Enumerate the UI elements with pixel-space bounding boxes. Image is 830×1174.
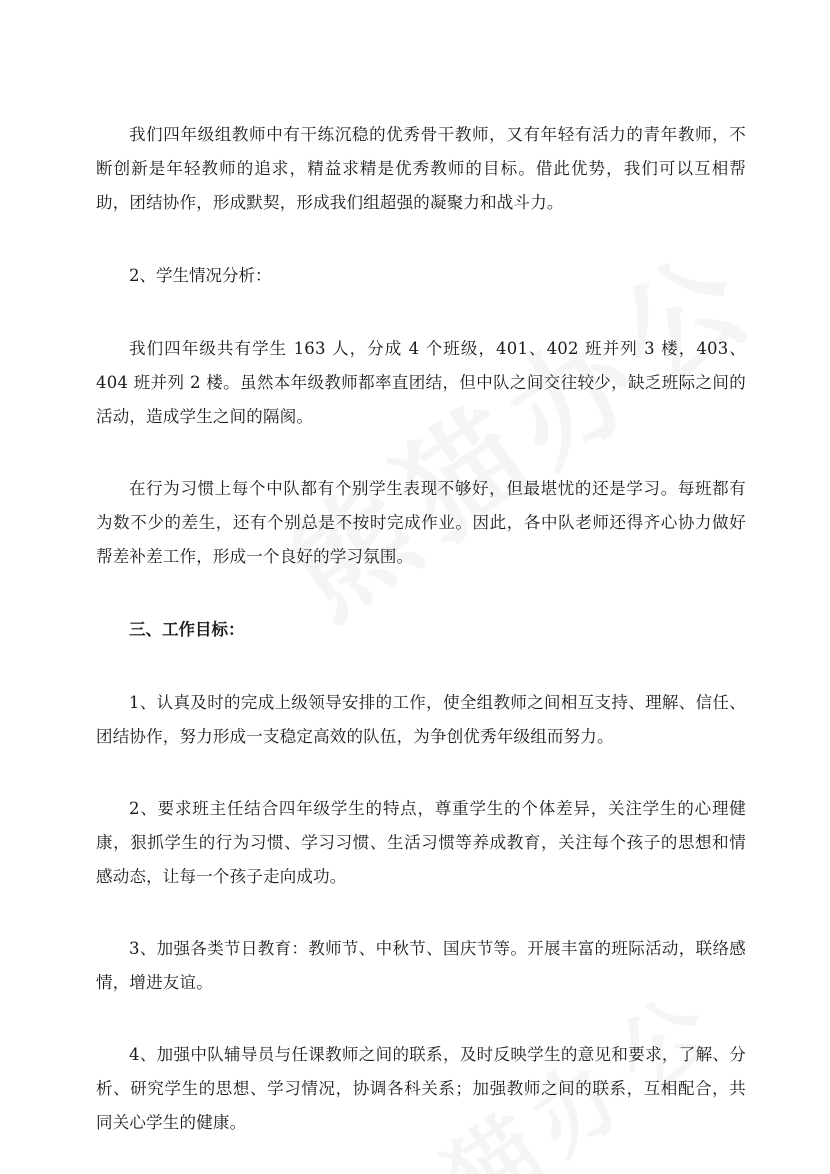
spacer xyxy=(96,754,746,792)
spacer xyxy=(96,647,746,686)
goal-item-4: 4、加强中队辅导员与任课教师之间的联系，及时反映学生的意见和要求，了解、分析、研究学生的思想、学习情况，协调各科关系；加强教师之间的联系，互相配合，共同关心学生的健康。 xyxy=(96,1045,746,1132)
spacer xyxy=(96,894,746,932)
goal-item-1: 1、认真及时的完成上级领导安排的工作，使全组教师之间相互支持、理解、信任、团结协作，努力形成一支稳定高效的队伍，为争创优秀年级组而努力。 xyxy=(96,693,746,746)
spacer xyxy=(96,434,746,472)
spacer xyxy=(96,574,746,613)
goal-item-3: 3、加强各类节日教育：教师节、中秋节、国庆节等。开展丰富的班际活动，联络感情，增进友谊。 xyxy=(96,939,746,992)
goal-item-2: 2、要求班主任结合四年级学生的特点，尊重学生的个体差异，关注学生的心理健康，狠抓学生的行为习惯、学习习惯、生活习惯等养成教育，关注每个孩子的思想和情感动态，让每一个孩子走向成功。 xyxy=(96,799,746,886)
spacer xyxy=(96,1000,746,1038)
section-heading-student-analysis: 2、学生情况分析： xyxy=(129,266,272,285)
paragraph-student-count: 我们四年级共有学生 163 人，分成 4 个班级，401、402 班并列 3 楼，403、404 班并列 2 楼。虽然本年级教师都率直团结，但中队之间交往较少，缺乏班际之间的活动，造成学生之间的隔阂。 xyxy=(96,339,746,426)
paragraph-teachers: 我们四年级组教师中有干练沉稳的优秀骨干教师，又有年轻有活力的青年教师，不断创新是年轻教师的追求，精益求精是优秀教师的目标。借此优势，我们可以互相帮助，团结协作，形成默契，形成我们组超强的凝聚力和战斗力。 xyxy=(96,125,746,212)
document-body xyxy=(96,118,746,1140)
section-heading-work-goals: 三、工作目标： xyxy=(129,620,245,639)
spacer xyxy=(96,293,746,332)
paragraph-behavior: 在行为习惯上每个中队都有个别学生表现不够好，但最堪忧的还是学习。每班都有为数不少的差生，还有个别总是不按时完成作业。因此，各中队老师还得齐心协力做好帮差补差工作，形成一个良好的学习氛围。 xyxy=(96,479,746,566)
spacer xyxy=(96,220,746,259)
